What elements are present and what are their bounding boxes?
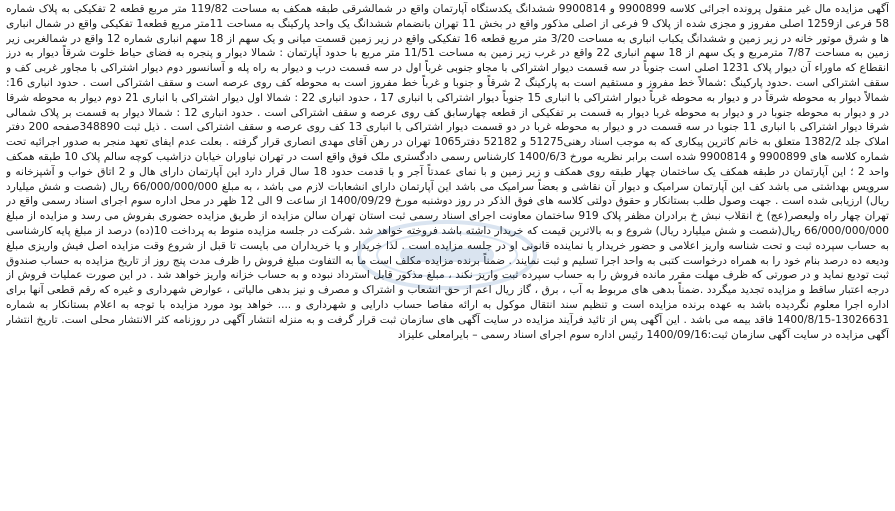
auction-notice-text: آگهی مزایده مال غیر منقول پرونده اجرائی کلاسه 9900899 و 9900814 ششدانگ یکدستگاه آپارتمان واقع در شمالشرقی طبقه همکف به مساحت 119/82 متر مربع قطعه 2 تفکیکی به پلاک شماره 58 فرعی از1259 اصلی مفروز و مجزی شده از پلاک 9 فرعی از اصلی مذکور واقع در بخش 11 تهران بانضمام ششدانگ یک واحد پارکینگ به مساحت 11متر مربع قطعه1 تفکیکی واقع در شمال انباری ها و شرق موتور خانه در زیر زمین و ششدانگ یکباب انباری به مساحت 3/20 متر مربع قطعه 16 تفکیکی واقع در زیر زمین قسمت میانی و یک سهم از 18 سهم انباری شماره 12 واقع در شمالغربی زیر زمین به مساحت 7/87 مترمربع و یک سهم از 18 سهم انباری 22 واقع در غرب زیر زمین به مساحت 11/51 متر مربع با حدود آپارتمان : شمالا دیوار و پنجره به فضای حیاط خلوت شرقاً دیوار به درز انقطاع که ماوراء آن دیوار پلاک 1231 اصلی است جنوباً در سه قسمت دیوار اشتراکی با مجاو جنوبی غرباً اول در سه قسمت درب و دیوار به راه پله و آسانسور دوم دیوار اشتراکی با مجاور غربی کف و سقف اشتراکی است .حدود پارکینگ :شمالاً خط مفروز و مستقیم است به پارکینگ 2 شرقاً و جنوبا و غرباً خط مفروز است به محوطه کف روی عرصه است و سقف اشتراکی است . حدود انباری 16: شمالاً دیوار به محوطه شرقاً در و دیوار به محوطه غرباً دیوار اشتراکی با انباری 15 جنوباً دیوار اشتراکی با انباری 17 ، حدود انباری 22 : شمالا اول دیوار اشتراکی با انباری 21 دوم دیوار به محوطه شرقا در و دیوار به محوطه جنوبا در و دیوار به محوطه غربا دیوار به قسمت بر تفکیکی از قطعه چهارسابق کف روی عرصه و سقف اشتراکی است . حدود انباری 12 : شمالا دیوار به قسمت بر پلاک شمالی شرقا دیوار اشتراکی با انباری 11 جنوبا در سه قسمت در و دیوار به محوطه غربا در دو قسمت دیوار اشتراکی با انباری 13 کف روی عرصه و سقف اشتراکی است . ذیل ثبت 348890صفحه 200 دفتر املاک جلد 1382/2 متعلق به خانم کاترین پیکاری که به موجب اسناد رهنی51275 و 52182 دفتر1065 تهران در رهن آقای مهدی انصاری قرار گرفته . بعلت عدم ایفای تعهد منجر به صدور اجرائیه تحت شماره کلاسه های 9900899 و 9900814 شده است برابر نظریه مورخ 1400/6/3 کارشناس رسمی دادگستری ملک فوق واقع است در تهران نیاوران خیابان دزاشیب کوچه سالم پلاک 10 طبقه همکف واحد 2 ؛ این آپارتمان در طبقه همکف یک ساختمان چهار طبقه روی همکف و زیر زمین و با نمای عمدتاً آجر و با قدمت حدود 18 سال قرار دارد این آپارتمان دارای هال و 2 اتاق خواب و آشپزخانه و سرویس بهداشتی می باشد کف این آپارتمان سرامیک و دیوار آن نقاشی و بعضاً سرامیک می باشد این آپارتمان دارای انشعابات لازم می باشد ، به مبلغ 66/000/000/000 ریال (شصت و شش میلیارد ریال) ارزیابی شده است . جهت وصول طلب بستانکار و حقوق دولتی کلاسه های فوق الذکر در روز دوشنبه مورخ 1400/09/29 از ساعت 9 الی 12 ظهر در محل اداره سوم اجرای اسناد رسمی واقع در تهران چهار راه ولیعصر(عج) خ انقلاب نبش خ برادران مظفر پلاک 919 ساختمان معاونت اجرای اسناد رسمی ثبت استان تهران سالن مزایده از طریق مزایده حضوری بفروش می رسد و مزایده از مبلغ 66/000/000/000 ریال(شصت و شش میلیارد ریال) شروع و به بالاترین قیمت که خریدار داشته باشد فروخته خواهد شد .شرکت در جلسه مزایده منوط به پرداخت 10(ده) درصد از مبلغ پایه کارشناسی به حساب سپرده ثبت و تحت شناسه واریز اعلامی و حضور خریدار یا نماینده قانونی او در جلسه مزایده است . لذا خریدار و یا خریداران می بایست تا قبل از شروع وقت مزایده اصل فیش واریزی مبلغ ودیعه ده درصد بنام خود را به همراه درخواست کتبی به واحد اجرا تسلیم و ثبت نمایند . ضمناً برنده مزایده مکلف است ما به التفاوت مبلغ فروش را ظرف مدت پنج روز از تاریخ مزایده به حساب صندوق ثبت توديع نماید و در صورتی که ظرف مهلت مقرر مانده فروش را به حساب سپرده ثبت واریز نکند ، مبلغ مذکور قابل استرداد نبوده و به حساب خزانه واریز خواهد شد . در این صورت عملیات فروش از درجه اعتبار ساقط و مزایده تجدید میگردد .ضمناً بدهی های مربوط به آب ، برق ، گاز ریال اعم از حق انشعاب و اشتراک و مصرف و نیز بدهی مالیاتی ، عوارض شهرداری و غیره که رقم قطعی آنها برای اداره اجرا معلوم نگردیده باشد به عهده برنده مزایده است و تنظیم سند انتقال موکول به ارائه مفاصا حساب دارایی و شهرداری و .... خواهد بود مورد مزایده با توجه به اعلام بستانکار به شماره 13026631-1400/8/15 فاقد بیمه می باشد . این آگهی پس از تائید فرآیند مزایده در سایت آگهی های سازمان ثبت قرار گرفت و به منزله انتشار آگهی در روزنامه کثر الانتشار محلی است. تاریخ انتشار آگهی مزایده در سایت آگهی سازمان ثبت:1400/09/16 رئیس اداره سوم اجرای اسناد رسمی – بایرامعلی علیزاد: [6, 3, 889, 341]
